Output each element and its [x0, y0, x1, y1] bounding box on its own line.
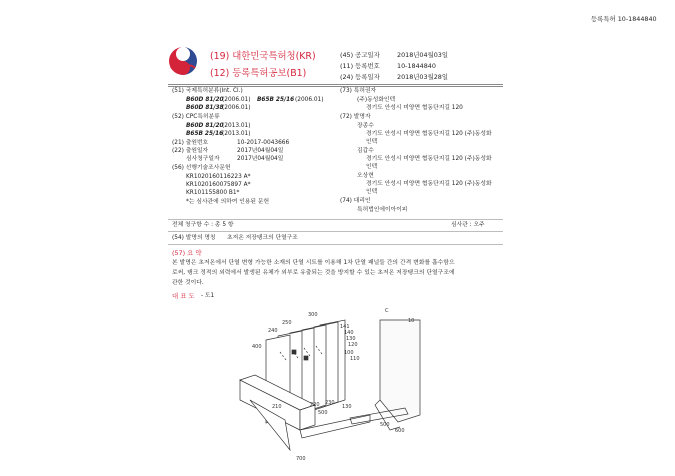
figure-label-110: 110: [350, 356, 360, 362]
biblio-agent-name: 특허법인에이아이피: [357, 207, 408, 213]
rep-drawing-label: 대 표 도: [172, 292, 195, 300]
figure-label-130b: 130: [342, 404, 352, 410]
announce-value: 2018년04월03일: [397, 51, 449, 59]
figure-label-240: 240: [268, 328, 278, 334]
biblio-appno-label: (21) 출원번호: [172, 140, 209, 146]
abstract-heading: (57) 요 약: [172, 249, 202, 257]
title-text: 초저온 저장탱크의 단열구조: [227, 235, 298, 241]
biblio-inventor-2-addr-2: 인텍: [366, 164, 378, 170]
figure-label-250: 250: [282, 320, 292, 326]
biblio-class-2-date: (2006.01): [295, 97, 324, 103]
biblio-cpc-2: B65B 25/16: [186, 131, 224, 137]
title-rule: [168, 244, 503, 245]
title-label: (54) 발명의 명칭: [172, 235, 216, 241]
figure-label-400: 400: [252, 344, 262, 350]
biblio-intcl: (51) 국제특허분류(Int. Cl.): [172, 88, 243, 94]
figure-label-10: 10: [408, 318, 415, 324]
biblio-class-3: B60D 81/38: [186, 105, 224, 111]
korea-emblem-icon: [168, 46, 198, 76]
header-rule: [168, 84, 503, 85]
figure-label-600: 600: [395, 428, 405, 434]
figure-label-120: 120: [348, 342, 358, 348]
office-country-line: (19) 대한민국특허청(KR): [210, 51, 316, 62]
regno-value: 10-1844840: [397, 62, 436, 70]
biblio-inventor-3: 오상현: [357, 173, 374, 179]
biblio-cpc-1-date: (2013.01): [222, 123, 251, 129]
claims-rule-bottom: [168, 231, 503, 232]
biblio-cpc-1: B60D 81/20: [186, 123, 224, 129]
header-reg-no: 등록특허 10-1844840: [591, 15, 657, 23]
figure-label-230: 230: [325, 400, 335, 406]
rep-drawing-value: - 도1: [201, 293, 215, 299]
biblio-owner-name: (주)동성화인텍: [357, 97, 396, 103]
biblio-inventor-1-addr: 경기도 안성시 미양면 협동단지길 120 (주)동성화: [366, 131, 492, 137]
figure-label-140: 140: [344, 330, 354, 336]
biblio-owner-address: 경기도 안성시 미양면 협동단지길 120: [366, 105, 463, 111]
abstract-line-1: 본 발명은 초저온에서 단열 변형 가능한 소재의 단열 시트를 이용해 1차 단열 패널들 간의 간격 변화를 흡수함으: [172, 260, 455, 266]
biblio-exam-value: 2017년04월04일: [237, 156, 284, 162]
figure-label-500b: 500: [380, 422, 390, 428]
abstract-line-2: 로써, 탱크 정적의 외력에서 발생된 유체가 외부로 유출되는 것을 방지할 수 있는 초저온 저장탱크의 단열구조에: [172, 270, 455, 276]
biblio-appdate-label: (22) 출원일자: [172, 148, 209, 154]
figure-label-300: 300: [308, 312, 318, 318]
announce-label: (45) 공고일자: [340, 51, 380, 59]
biblio-prior-1: KR1020160116223 A*: [186, 174, 251, 180]
biblio-inventor-3-addr-2: 인텍: [366, 189, 378, 195]
regdate-label: (24) 등록일자: [340, 73, 380, 81]
claims-rule-top: [168, 219, 503, 220]
figure-label-210: 210: [272, 404, 282, 410]
biblio-inventor-label: (72) 발명자: [340, 114, 371, 120]
figure-label-130: 130: [346, 336, 356, 342]
figure-label-c: C: [385, 308, 389, 314]
biblio-class-1-date: (2006.01): [222, 97, 251, 103]
biblio-class-1: B60D 81/20: [186, 97, 224, 103]
figure-label-500: 500: [318, 410, 328, 416]
biblio-appdate-value: 2017년04월04일: [237, 148, 284, 154]
biblio-inventor-3-addr: 경기도 안성시 미양면 협동단지길 120 (주)동성화: [366, 181, 492, 187]
figure-label-141: 141: [340, 324, 350, 330]
regno-label: (11) 등록번호: [340, 62, 380, 70]
biblio-exam-label: 심사청구일자: [186, 156, 220, 162]
biblio-appno-value: 10-2017-0043666: [237, 140, 290, 146]
biblio-cpc: (52) CPC특허분류: [172, 114, 220, 120]
biblio-inventor-2: 김갑수: [357, 148, 374, 154]
examiner: 심사관 : 오주: [451, 222, 485, 228]
biblio-cpc-2-date: (2013.01): [222, 131, 251, 137]
biblio-inventor-1-addr-2: 인텍: [366, 139, 378, 145]
claims-count: 전체 청구항 수 : 총 5 항: [172, 222, 234, 228]
biblio-owner-label: (73) 특허권자: [340, 88, 377, 94]
biblio-prior-art: (56) 선행기술조사문헌: [172, 165, 231, 171]
figure-label-100: 100: [344, 350, 354, 356]
biblio-class-3-date: (2006.01): [222, 105, 251, 111]
biblio-inventor-2-addr: 경기도 안성시 미양면 협동단지길 120 (주)동성화: [366, 156, 492, 162]
biblio-prior-note: *는 심사관에 의하여 인용된 문헌: [186, 199, 270, 205]
office-pub-type-line: (12) 등록특허공보(B1): [210, 68, 307, 79]
biblio-agent-label: (74) 대리인: [340, 198, 371, 204]
figure-label-220: 220: [310, 402, 320, 408]
regdate-value: 2018년03월28일: [397, 73, 449, 81]
abstract-line-3: 관한 것이다.: [172, 280, 204, 286]
header-rule-2: [168, 86, 503, 87]
biblio-inventor-1: 장종수: [357, 123, 374, 129]
figure-label-700: 700: [296, 456, 306, 462]
biblio-prior-2: KR1020160075897 A*: [186, 182, 251, 188]
biblio-class-2: B65B 25/16: [257, 97, 295, 103]
representative-figure: [230, 300, 450, 470]
biblio-prior-3: KR101155800 B1*: [186, 190, 240, 196]
